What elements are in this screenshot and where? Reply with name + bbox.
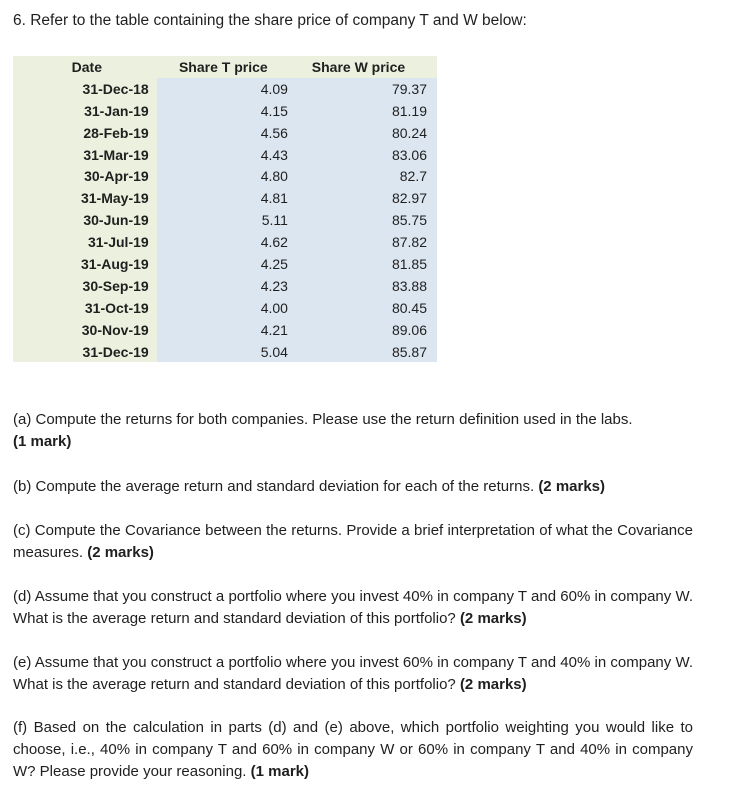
cell-share-t: 4.00 <box>260 299 288 316</box>
header-date: Date <box>13 56 157 78</box>
cell-share-t: 4.15 <box>260 102 288 119</box>
cell-share-t-cell <box>157 122 290 144</box>
table-row <box>13 209 437 231</box>
cell-share-t-cell <box>157 297 290 319</box>
cell-date: 31-Dec-18 <box>13 78 157 100</box>
table-header-row <box>13 56 437 78</box>
table-row <box>13 78 437 100</box>
cell-date: 30-Nov-19 <box>13 319 157 341</box>
part-c <box>13 520 693 564</box>
part-b <box>13 476 693 498</box>
cell-share-t-cell <box>157 275 290 297</box>
cell-share-w: 79.37 <box>290 78 437 100</box>
cell-share-t-cell <box>157 144 290 166</box>
table-row <box>13 231 437 253</box>
cell-date: 31-Dec-19 <box>13 341 157 363</box>
cell-date: 31-Oct-19 <box>13 297 157 319</box>
part-f-marks: (1 mark) <box>250 763 309 780</box>
cell-share-w: 85.87 <box>290 341 437 363</box>
cell-share-t: 4.09 <box>260 80 288 97</box>
cell-date: 30-Sep-19 <box>13 275 157 297</box>
part-a <box>13 409 693 453</box>
cell-share-t: 4.23 <box>260 277 288 294</box>
cell-share-t-cell <box>157 253 290 275</box>
cell-share-t-cell <box>157 187 290 209</box>
cell-share-t-cell <box>157 165 290 187</box>
cell-date: 30-Apr-19 <box>13 165 157 187</box>
table-row <box>13 100 437 122</box>
table-row <box>13 319 437 341</box>
cell-share-t: 4.62 <box>260 234 288 251</box>
cell-share-w: 83.88 <box>290 275 437 297</box>
part-e-marks: (2 marks) <box>459 676 527 693</box>
cell-date: 31-Jan-19 <box>13 100 157 122</box>
part-e-text: (e) Assume that you construct a portfolio where you invest 60% in company T and 40% in company W. What is the average return and standard deviation of this portfolio? <box>13 654 693 693</box>
cell-share-w: 81.19 <box>290 100 437 122</box>
header-share-t: Share T price <box>157 56 290 78</box>
table-row <box>13 297 437 319</box>
table-row <box>13 165 437 187</box>
cell-share-t: 4.25 <box>260 255 288 272</box>
cell-share-t: 4.81 <box>260 190 288 207</box>
part-b-text: (b) Compute the average return and standard deviation for each of the returns. <box>13 478 535 495</box>
cell-share-w: 80.24 <box>290 122 437 144</box>
cell-share-t-cell <box>157 231 290 253</box>
part-c-text: (c) Compute the Covariance between the returns. Provide a brief interpretation of what the Covariance measures. <box>13 522 693 561</box>
part-b-marks: (2 marks) <box>538 478 606 495</box>
cell-share-w: 83.06 <box>290 144 437 166</box>
cell-share-t-cell <box>157 209 290 231</box>
cell-date: 31-May-19 <box>13 187 157 209</box>
cell-share-t: 5.11 <box>261 212 288 229</box>
cell-share-t-cell <box>157 78 290 100</box>
part-f-text: (f) Based on the calculation in parts (d) and (e) above, which portfolio weighting you would like to choose, i.e., 40% in company T and 60% in company W or 60% in company T and 40% in company W? Please provide your reasoning. <box>13 719 693 780</box>
part-e <box>13 652 693 696</box>
table-row <box>13 253 437 275</box>
part-d-text: (d) Assume that you construct a portfolio where you invest 40% in company T and 60% in company W. What is the average return and standard deviation of this portfolio? <box>13 588 693 627</box>
cell-share-t: 4.43 <box>260 146 288 163</box>
cell-share-w: 82.97 <box>290 187 437 209</box>
table-row <box>13 341 437 363</box>
header-share-w: Share W price <box>290 56 437 78</box>
table-row <box>13 187 437 209</box>
cell-share-w: 81.85 <box>290 253 437 275</box>
cell-share-w: 85.75 <box>290 209 437 231</box>
cell-date: 31-Mar-19 <box>13 144 157 166</box>
cell-date: 31-Jul-19 <box>13 231 157 253</box>
part-a-marks: (1 mark) <box>13 433 72 450</box>
cell-share-t-cell <box>157 319 290 341</box>
part-d <box>13 586 693 630</box>
table-row <box>13 144 437 166</box>
part-f <box>13 717 693 783</box>
cell-share-t-cell <box>157 100 290 122</box>
table-row <box>13 122 437 144</box>
cell-share-w: 87.82 <box>290 231 437 253</box>
part-d-marks: (2 marks) <box>459 610 527 627</box>
cell-share-t: 4.80 <box>260 168 288 185</box>
cell-date: 30-Jun-19 <box>13 209 157 231</box>
cell-share-t: 4.56 <box>260 124 288 141</box>
cell-share-t: 5.04 <box>260 343 288 360</box>
cell-share-w: 82.7 <box>290 165 437 187</box>
cell-date: 28-Feb-19 <box>13 122 157 144</box>
cell-share-w: 89.06 <box>290 319 437 341</box>
cell-share-w: 80.45 <box>290 297 437 319</box>
cell-share-t-cell <box>157 341 290 363</box>
cell-share-t: 4.21 <box>260 321 288 338</box>
part-c-marks: (2 marks) <box>87 544 154 561</box>
question-title: 6. Refer to the table containing the share price of company T and W below: <box>13 12 527 29</box>
table-row <box>13 275 437 297</box>
cell-date: 31-Aug-19 <box>13 253 157 275</box>
share-price-table <box>13 56 437 362</box>
part-a-text: (a) Compute the returns for both companies. Please use the return definition used in the labs. <box>13 411 633 428</box>
